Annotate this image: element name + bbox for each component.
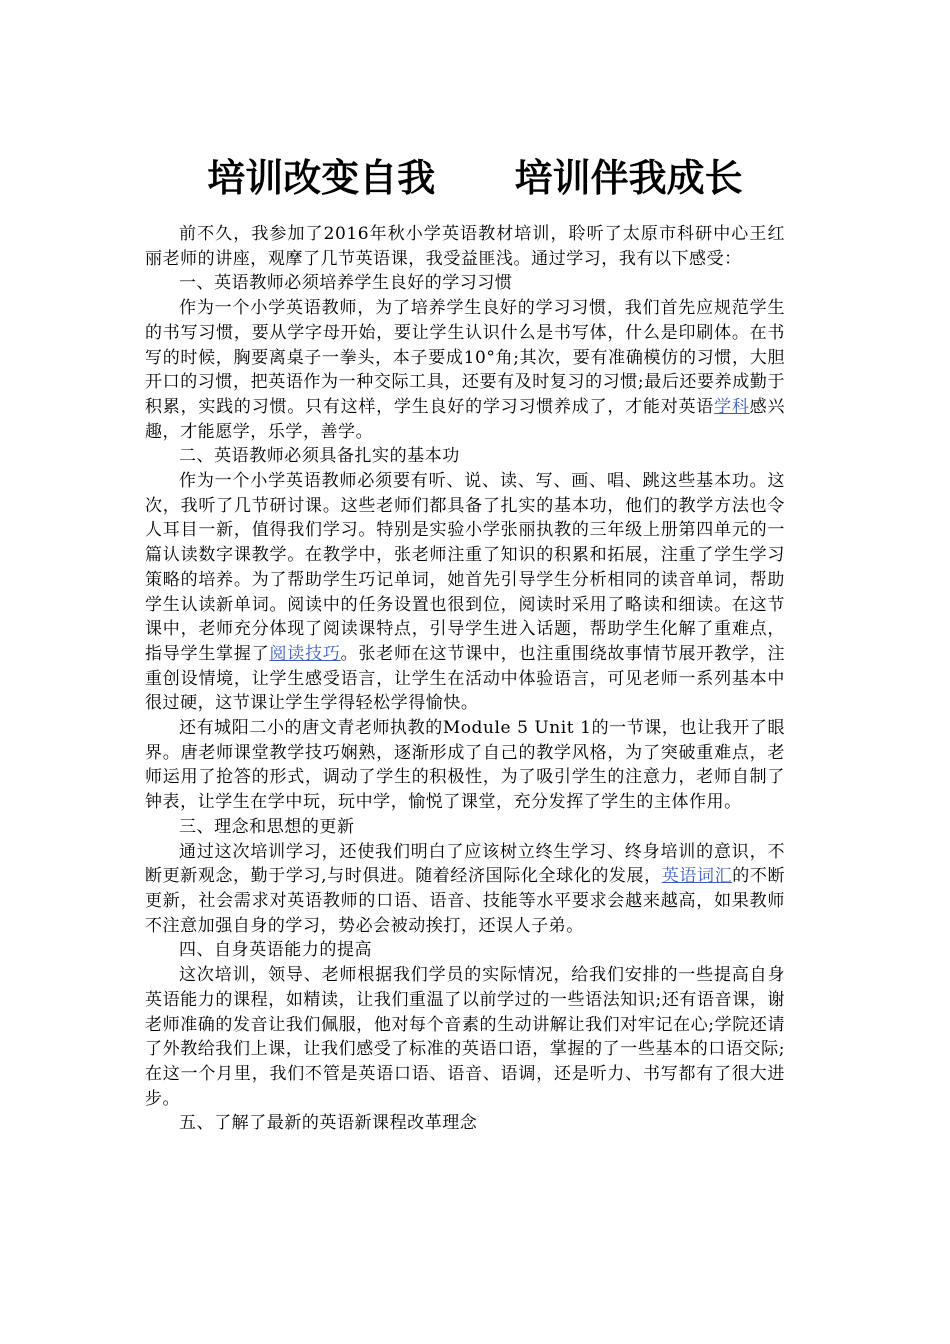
english-vocabulary-link[interactable]: 英语词汇 — [661, 866, 733, 887]
section-3-text-a: 通过这次培训学习，还使我们明白了应该树立终生学习、终身培训的意识，不断更新观念，勤于学习,与时俱进。随着经济国际化全球化的发展， — [145, 841, 785, 887]
section-1-paragraph — [145, 296, 785, 444]
section-2-paragraph-1 — [145, 469, 785, 716]
section-2-text-b: 。张老师在这节课中，也注重围绕故事情节展开教学，注重创设情境，让学生感受语言，让学生在活动中体验语言，可见老师一系列基本中很过硬，这节课让学生学得轻松学得愉快。 — [145, 643, 786, 714]
section-5-heading: 五、了解了最新的英语新课程改革理念 — [179, 1113, 478, 1134]
intro-paragraph: 前不久，我参加了2016年秋小学英语教材培训，聆听了太原市科研中心王红丽老师的讲座，观摩了几节英语课，我受益匪浅。通过学习，我有以下感受： — [145, 224, 785, 269]
document-title: 培训改变自我 培训伴我成长 — [207, 156, 743, 200]
subject-link[interactable]: 学科 — [714, 396, 750, 417]
section-2-paragraph-2: 还有城阳二小的唐文青老师执教的Module 5 Unit 1的一节课，也让我开了眼界。唐老师课堂教学技巧娴熟，逐渐形成了自己的教学风格，为了突破重难点，老师运用了抢答的形式，调动了学生的积极性，为了吸引学生的注意力，老师自制了钟表，让学生在学中玩，玩中学，愉悦了课堂，充分发挥了学生的主体作用。 — [145, 718, 785, 813]
section-4-paragraph: 这次培训，领导、老师根据我们学员的实际情况，给我们安排的一些提高自身英语能力的课程，如精读，让我们重温了以前学过的一些语法知识;还有语音课，谢老师准确的发音让我们佩服，他对每个音素的生动讲解让我们对牢记在心;学院还请了外教给我们上课，让我们感受了标准的英语口语，掌握的了一些基本的口语交际;在这一个月里，我们不管是英语口语、语音、语调，还是听力、书写都有了很大进步。 — [145, 965, 785, 1109]
document-body — [145, 222, 785, 1136]
section-3-text-b: 的不断更新，社会需求对英语教师的口语、语音、技能等水平要求会越来越高，如果教师不注意加强自身的学习，势必会被动挨打，还误人子弟。 — [145, 866, 785, 936]
section-2-heading: 二、英语教师必须具备扎实的基本功 — [179, 446, 460, 467]
section-3-heading: 三、理念和思想的更新 — [179, 816, 355, 837]
section-4-heading: 四、自身英语能力的提高 — [179, 940, 373, 961]
section-1-heading: 一、英语教师必须培养学生良好的学习习惯 — [179, 273, 513, 294]
section-1-text-a: 作为一个小学英语教师，为了培养学生良好的学习习惯，我们首先应规范学生的书写习惯，要从学字母开始，要让学生认识什么是书写体，什么是印刷体。在书写的时候，胸要离桌子一拳头，本子要成10°角;其次，要有准确模仿的习惯，大胆开口的习惯，把英语作为一种交际工具，还要有及时复习的习惯;最后还要养成勤于积累，实践的习惯。只有这样，学生良好的学习习惯养成了，才能对英语 — [145, 298, 785, 417]
section-3-paragraph — [145, 840, 785, 939]
section-2-text-a: 作为一个小学英语教师必须要有听、说、读、写、画、唱、跳这些基本功。这次，我听了几节研讨课。这些老师们都具备了扎实的基本功，他们的教学方法也令人耳目一新，值得我们学习。特别是实验小学张丽执教的三年级上册第四单元的一篇认读数字课教学。在教学中，张老师注重了知识的积累和拓展，注重了学生学习策略的培养。为了帮助学生巧记单词，她首先引导学生分析相同的读音单词，帮助学生认读新单词。阅读中的任务设置也很到位，阅读时采用了略读和细读。在这节课中，老师充分体现了阅读课特点，引导学生进入话题，帮助学生化解了重难点，指导学生掌握了 — [145, 471, 785, 664]
section-1-text-b: 感兴趣，才能愿学，乐学，善学。 — [145, 396, 785, 442]
reading-skills-link[interactable]: 阅读技巧 — [269, 643, 341, 664]
